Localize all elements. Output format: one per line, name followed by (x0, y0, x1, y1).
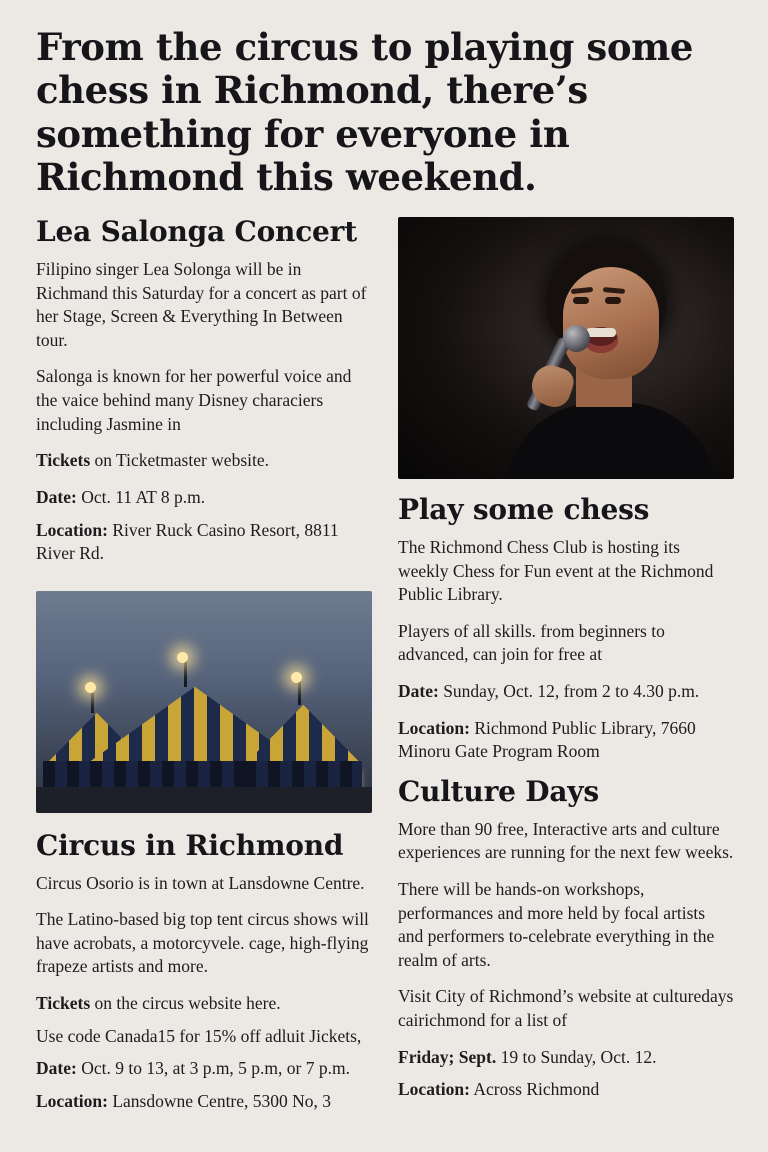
chess-location-line (398, 717, 734, 764)
left-column (36, 217, 372, 1126)
salonga-location-line (36, 519, 372, 566)
salonga-tickets-label: Tickets (36, 450, 91, 471)
circus-tent-photo (36, 591, 372, 813)
chess-paragraph-1: The Richmond Chess Club is hosting its weekly Chess for Fun event at the Richmond Public Library. (398, 536, 714, 605)
section-title-chess: Play some chess (398, 493, 650, 527)
culture-location-text: Across Richmond (469, 1079, 600, 1100)
chess-paragraph-2: Players of all skills. from beginners to advanced, can join for free at (398, 620, 665, 665)
lea-salonga-photo (398, 217, 734, 479)
culture-paragraph-1: More than 90 free, Interactive arts and culture experiences are running for the next few weeks. (398, 818, 734, 863)
chess-date-label: Date: (398, 681, 439, 702)
circus-date-text: Oct. 9 to 13, at 3 p.m, 5 p.m, or 7 p.m. (76, 1058, 350, 1079)
culture-paragraph-3: Visit City of Richmond’s website at culturedays cairichmond for a list of (398, 986, 734, 1031)
section-title-culture-days: Culture Days (398, 774, 599, 808)
culture-paragraph-2: There will be hands-on workshops, performances and more held by focal artists and performers to-celebrate everything in the realm of arts. (398, 878, 715, 970)
salonga-date-line (36, 486, 372, 510)
circus-location-text: Lansdowne Centre, 5300 No, 3 (107, 1090, 332, 1111)
culture-date-line (398, 1046, 734, 1070)
culture-location-line (398, 1078, 734, 1102)
salonga-date-label: Date: (36, 486, 77, 507)
circus-date-label: Date: (36, 1058, 77, 1079)
culture-date-label: Friday; Sept. (398, 1046, 497, 1067)
circus-paragraph-2: The Latino-based big top tent circus shows will have acrobats, a motorcyvele. cage, high-flying frapeze artists and more. (36, 909, 369, 977)
circus-tickets-text: on the circus website here. (90, 993, 281, 1014)
section-title-lea-salonga: Lea Salonga Concert (36, 215, 357, 249)
article-columns (36, 217, 738, 1126)
culture-location-label: Location: (398, 1079, 470, 1100)
circus-date-line (36, 1057, 372, 1081)
circus-tickets-label: Tickets (36, 993, 91, 1014)
salonga-location-label: Location: (36, 519, 108, 540)
page-title: From the circus to playing some chess in Richmond, there’s something for everyone in Richmond this weekend. (36, 25, 694, 199)
circus-location-line (36, 1090, 372, 1114)
circus-location-label: Location: (36, 1090, 108, 1111)
section-title-circus: Circus in Richmond (36, 828, 344, 862)
salonga-date-text: Oct. 11 AT 8 p.m. (76, 486, 206, 507)
right-column (398, 217, 734, 1115)
circus-tickets-line (36, 992, 372, 1016)
salonga-paragraph-1: Filipino singer Lea Solonga will be in Richmand this Saturday for a concert as part of her Stage, Screen & Everything In Between tour. (36, 258, 367, 350)
chess-location-text: Richmond Public Library, 7660 Minoru Gate Program Room (398, 717, 696, 762)
salonga-tickets-text: on Ticketmaster website. (90, 450, 269, 471)
circus-tickets-code-line: Use code Canada15 for 15% off adluit Jickets, (36, 1025, 362, 1046)
salonga-location-text: River Ruck Casino Resort, 8811 River Rd. (36, 519, 339, 564)
salonga-paragraph-2: Salonga is known for her powerful voice and the vaice behind many Disney characiers including Jasmine in (36, 366, 352, 434)
circus-paragraph-1: Circus Osorio is in town at Lansdowne Centre. (36, 872, 365, 893)
chess-date-text: Sunday, Oct. 12, from 2 to 4.30 p.m. (438, 681, 700, 702)
chess-date-line (398, 680, 734, 704)
chess-location-label: Location: (398, 717, 470, 738)
culture-date-text: 19 to Sunday, Oct. 12. (496, 1046, 657, 1067)
salonga-tickets-line (36, 449, 372, 473)
